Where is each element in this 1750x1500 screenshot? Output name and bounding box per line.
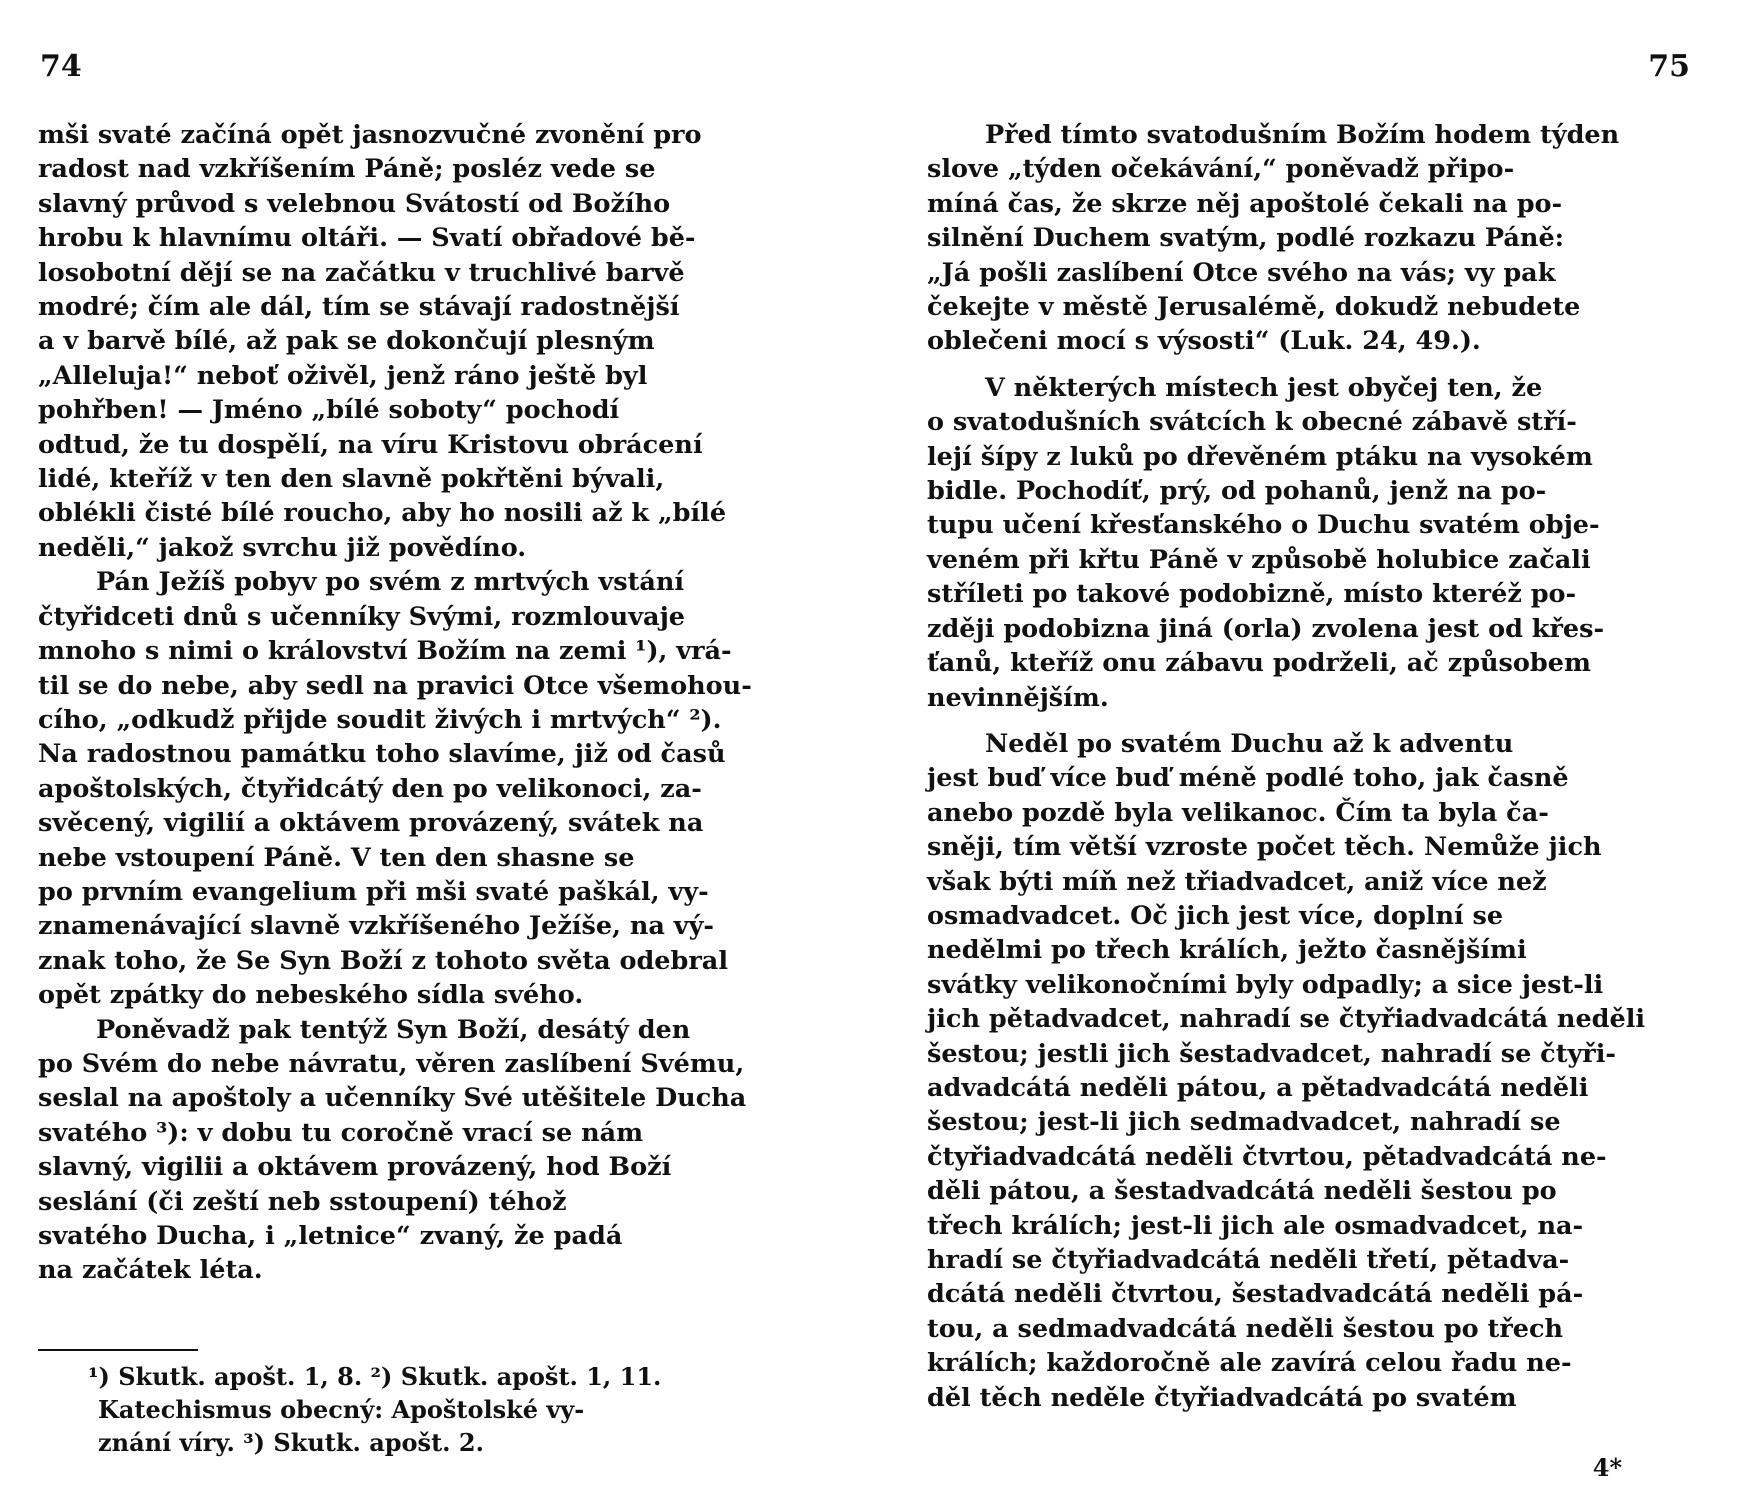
text-line: bidle. Pochodíť, prý, od pohanů, jenž na po- <box>927 476 1547 507</box>
text-line: čekejte v městě Jerusalémě, dokudž nebudete <box>927 292 1581 323</box>
text-line: opět zpátky do nebeského sídla svého. <box>38 980 584 1011</box>
text-line: stříleti po takové podobizně, místo kteréž po- <box>927 579 1577 610</box>
text-line: zději podobizna jiná (orla) zvolena jest od křes- <box>927 613 1605 644</box>
paragraph-gap <box>927 715 1717 727</box>
text-line: nebe vstoupení Páně. V ten den shasne se <box>38 842 635 873</box>
text-line: sněji, tím větší vzroste počet těch. Nemůže jich <box>927 832 1602 863</box>
footnotes <box>88 1360 838 1459</box>
text-line: králích; každoročně ale zavírá celou řadu ne- <box>927 1348 1572 1379</box>
paragraph-right-3 <box>927 727 1717 1415</box>
text-line: svátky velikonočními byly odpadly; a sice jest-li <box>927 969 1604 1000</box>
text-line: seslání (či zeští neb sstoupení) téhož <box>38 1186 567 1217</box>
paragraph-left-1 <box>38 118 828 565</box>
text-line: slavný, vigilii a oktávem provázený, hod Boží <box>38 1152 672 1183</box>
text-line: til se do nebe, aby sedl na pravici Otce všemohou- <box>38 670 752 701</box>
text-line: „Já pošli zaslíbení Otce svého na vás; vy pak <box>927 257 1556 288</box>
text-line: svěcený, vigilií a oktávem provázený, svátek na <box>38 808 704 839</box>
text-line: znamenávající slavně vzkříšeného Ježíše, na vý- <box>38 911 714 942</box>
text-line: mnoho s nimi o království Božím na zemi ¹), vrá- <box>38 636 732 667</box>
paragraph-gap <box>927 359 1717 371</box>
text-line: na začátek léta. <box>38 1255 263 1286</box>
text-line: pohřben! — Jméno „bílé soboty“ pochodí <box>38 395 620 426</box>
text-line: hradí se čtyřiadvadcátá neděli třetí, pětadva- <box>927 1245 1570 1275</box>
text-line: neděli,“ jakož svrchu již povědíno. <box>38 532 527 563</box>
text-line: dcátá neděli čtvrtou, šestadvadcátá neděli pá- <box>927 1279 1584 1310</box>
text-line: děl těch neděle čtyřiadvadcátá po svatém <box>927 1382 1517 1413</box>
text-line: Před tímto svatodušním Božím hodem týden <box>985 120 1620 150</box>
left-text-column <box>38 118 828 1288</box>
text-line: V některých místech jest obyčej ten, že <box>985 372 1543 403</box>
paragraph-left-2 <box>38 565 828 1012</box>
footnote-line: znání víry. ³) Skutk. apošt. 2. <box>98 1428 484 1457</box>
text-line: lidé, kteříž v ten den slavně pokřtěni bývali, <box>38 464 665 495</box>
text-line: radost nad vzkříšením Páně; posléz vede se <box>38 154 656 185</box>
text-line: míná čas, že skrze něj apoštolé čekali na po- <box>927 188 1563 219</box>
footnote-line: ¹) Skutk. apošt. 1, 8. ²) Skutk. apošt. 1, 11. <box>88 1362 662 1391</box>
right-text-column <box>927 118 1717 1415</box>
text-line: a v barvě bílé, až pak se dokončují plesným <box>38 326 655 357</box>
text-line: znak toho, že Se Syn Boží z tohoto světa odebral <box>38 945 729 976</box>
text-line: jest buď více buď méně podlé toho, jak časně <box>927 763 1569 794</box>
text-line: jich pětadvadcet, nahradí se čtyřiadvadcátá neděli <box>927 1004 1646 1035</box>
text-line: cího, „odkudž přijde soudit živých i mrtvých“ ²). <box>38 704 722 735</box>
text-line: slove „týden očekávání,“ poněvadž připo- <box>927 154 1515 185</box>
footnote-line: Katechismus obecný: Apoštolské vy- <box>98 1395 585 1424</box>
text-line: nevinnějším. <box>927 682 1109 713</box>
text-line: šestou; jestli jich šestadvadcet, nahradí se čtyři- <box>927 1038 1617 1069</box>
text-line: osmadvadcet. Oč jich jest více, doplní se <box>927 900 1504 931</box>
text-line: „Alleluja!“ neboť oživěl, jenž ráno ještě byl <box>38 360 648 391</box>
page-number-right: 75 <box>1648 49 1690 84</box>
text-line: po prvním evangelium při mši svaté paškál, vy- <box>38 876 709 907</box>
text-line: mši svaté začíná opět jasnozvučné zvonění pro <box>38 120 702 150</box>
text-line: slavný průvod s velebnou Svátostí od Božího <box>38 188 671 219</box>
text-line: oblečeni mocí s výsosti“ (Luk. 24, 49.). <box>927 326 1481 357</box>
text-line: tou, a sedmadvadcátá neděli šestou po třech <box>927 1313 1564 1344</box>
right-page <box>875 0 1750 1500</box>
text-line: svatého Ducha, i „letnice“ zvaný, že padá <box>38 1221 623 1251</box>
text-line: čtyřiadvadcátá neděli čtvrtou, pětadvadcátá ne- <box>927 1141 1607 1172</box>
text-line: třech králích; jest-li jich ale osmadvadcet, na- <box>927 1210 1584 1241</box>
text-line: po Svém do nebe návratu, věren zaslíbení Svému, <box>38 1048 745 1079</box>
text-line: anebo pozdě byla velikanoc. Čím ta byla ča- <box>927 797 1549 828</box>
text-line: Neděl po svatém Duchu až k adventu <box>985 728 1514 759</box>
text-line: o svatodušních svátcích k obecné zábavě stří- <box>927 407 1577 438</box>
paragraph-right-2 <box>927 371 1717 715</box>
signature-mark: 4* <box>1592 1453 1622 1482</box>
text-line: ťanů, kteříž onu zábavu podrželi, ač způsobem <box>927 648 1591 679</box>
footnote-divider <box>38 1349 198 1351</box>
text-line: silnění Duchem svatým, podlé rozkazu Páně: <box>927 223 1565 254</box>
text-line: Na radostnou památku toho slavíme, již od časů <box>38 739 726 770</box>
paragraph-right-1 <box>927 118 1717 359</box>
text-line: čtyřidceti dnů s učenníky Svými, rozmlouvaje <box>38 601 686 632</box>
text-line: nedělmi po třech králích, ježto časnějšími <box>927 935 1527 966</box>
page-number-left: 74 <box>40 49 82 84</box>
text-line: šestou; jest-li jich sedmadvadcet, nahradí se <box>927 1107 1561 1138</box>
text-line: svatého ³): v dobu tu coročně vrací se nám <box>38 1117 644 1148</box>
text-line: advadcátá neděli pátou, a pětadvadcátá neděli <box>927 1072 1589 1103</box>
text-line: losobotní dějí se na začátku v truchlivé barvě <box>38 257 685 288</box>
text-line: Poněvadž pak tentýž Syn Boží, desátý den <box>96 1014 691 1045</box>
paragraph-left-3 <box>38 1013 828 1288</box>
text-line: apoštolských, čtyřidcátý den po velikonoci, za- <box>38 773 702 804</box>
text-line: Pán Ježíš pobyv po svém z mrtvých vstání <box>96 567 685 598</box>
text-line: odtud, že tu dospělí, na víru Kristovu obrácení <box>38 429 703 460</box>
text-line: však býti míň než třiadvadcet, aniž více než <box>927 866 1547 897</box>
text-line: modré; čím ale dál, tím se stávají radostnější <box>38 292 680 323</box>
text-line: oblékli čisté bílé roucho, aby ho nosili až k „bílé <box>38 498 727 529</box>
text-line: děli pátou, a šestadvadcátá neděli šestou po <box>927 1176 1557 1207</box>
text-line: hrobu k hlavnímu oltáři. — Svatí obřadové bě- <box>38 223 696 254</box>
text-line: lejí šípy z luků po dřevěném ptáku na vysokém <box>927 441 1593 472</box>
text-line: tupu učení křesťanského o Duchu svatém obje- <box>927 510 1600 541</box>
text-line: veném při křtu Páně v způsobě holubice začali <box>927 544 1591 575</box>
text-line: seslal na apoštoly a učenníky Své utěšitele Ducha <box>38 1083 747 1114</box>
